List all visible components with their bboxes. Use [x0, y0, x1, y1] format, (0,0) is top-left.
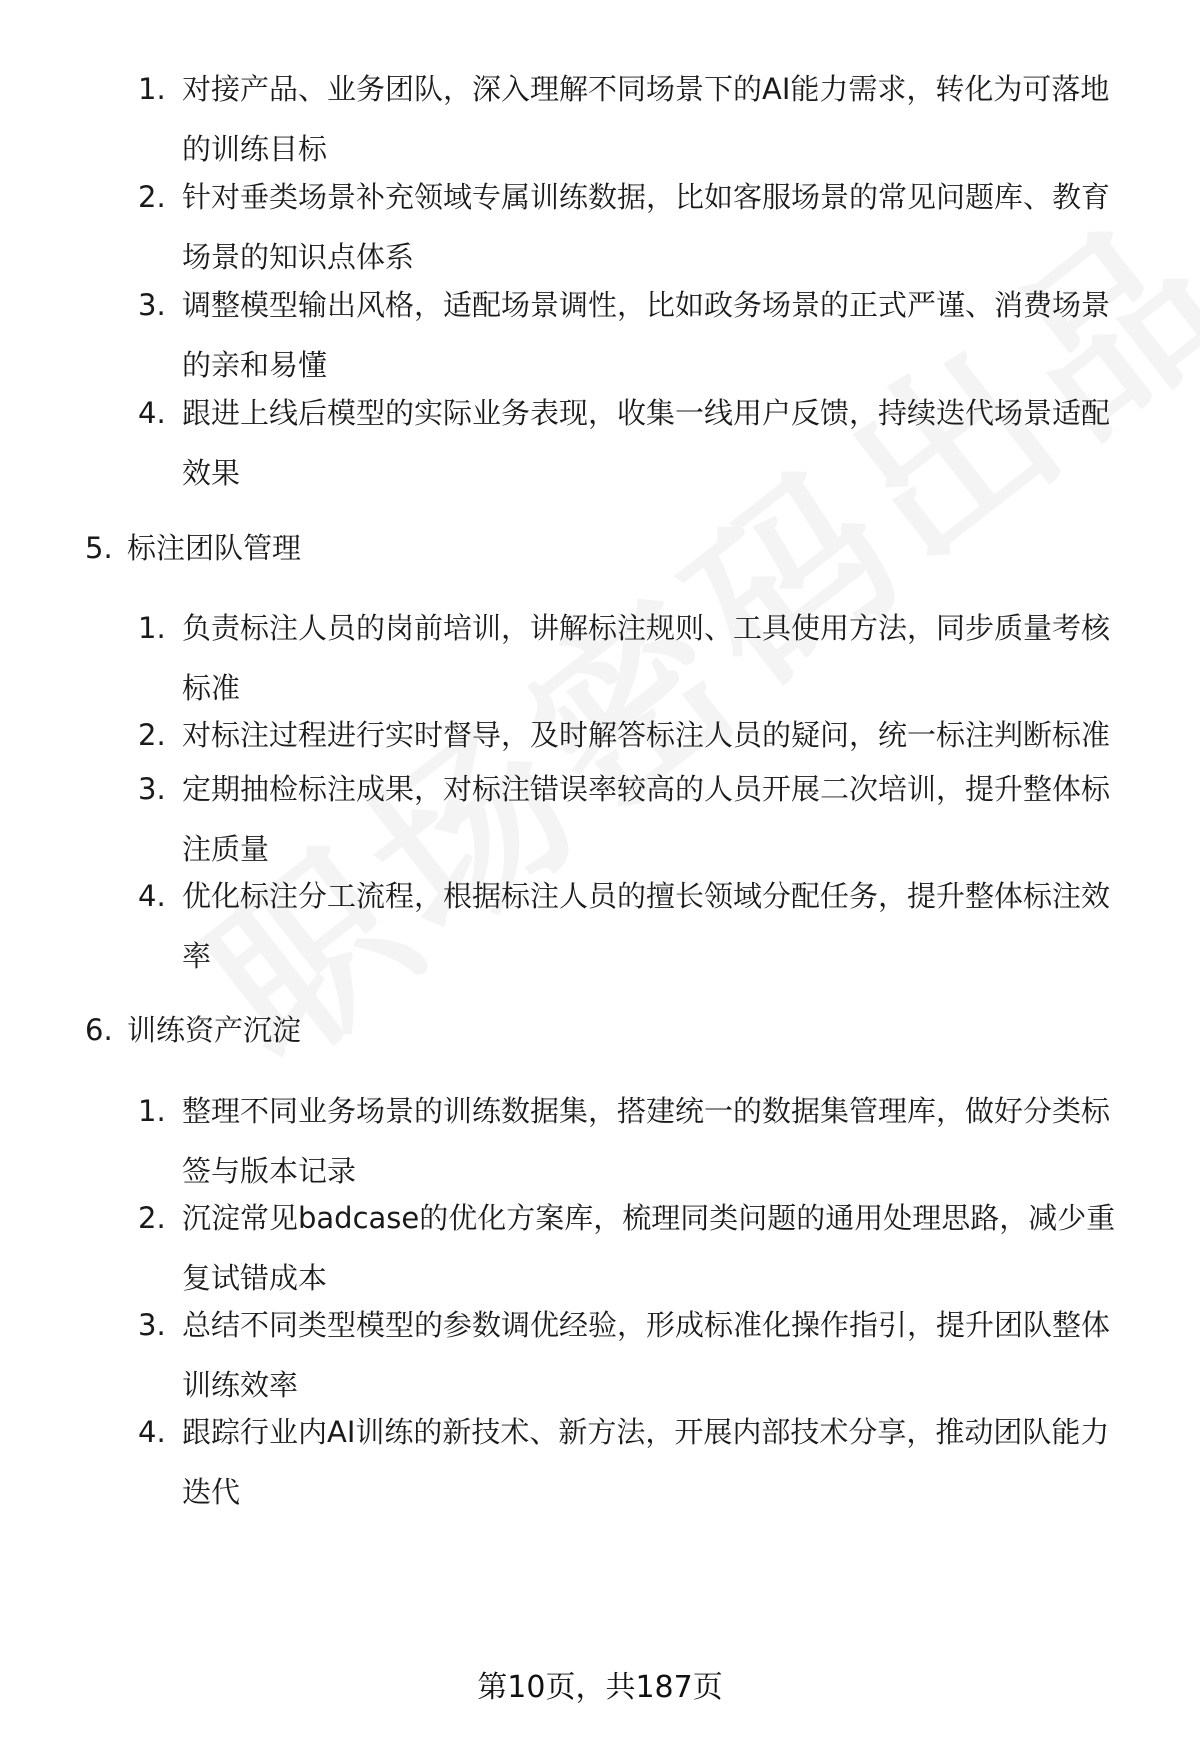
page-number-footer: 第10页，共187页 [477, 1670, 723, 1705]
list-item-text: 对接产品、业务团队，深入理解不同场景下的AI能力需求，转化为可落地 的训练目标 [182, 72, 1110, 166]
list-item-number: 3. [138, 1308, 166, 1342]
list-item-text: 优化标注分工流程，根据标注人员的擅长领域分配任务，提升整体标注效 率 [182, 879, 1111, 973]
list-item-number: 3. [138, 772, 166, 806]
list-item-text: 针对垂类场景补充领域专属训练数据，比如客服场景的常见问题库、教育 场景的知识点体系 [182, 180, 1111, 274]
list-item-number: 4. [138, 396, 166, 430]
list-item-number: 2. [138, 1201, 166, 1235]
list-item-text: 总结不同类型模型的参数调优经验，形成标准化操作指引，提升团队整体 训练效率 [182, 1308, 1111, 1402]
list-item-number: 4. [138, 879, 166, 913]
section-title: 训练资产沉淀 [127, 1013, 302, 1047]
section-number: 6. [85, 1013, 113, 1047]
list-item-text: 整理不同业务场景的训练数据集，搭建统一的数据集管理库，做好分类标 签与版本记录 [182, 1094, 1111, 1188]
list-item-text: 跟踪行业内AI训练的新技术、新方法，开展内部技术分享，推动团队能力 迭代 [182, 1415, 1110, 1509]
list-item-text: 对标注过程进行实时督导，及时解答标注人员的疑问，统一标注判断标准 [182, 718, 1111, 752]
section-number: 5. [85, 531, 113, 565]
list-item-text: 跟进上线后模型的实际业务表现，收集一线用户反馈，持续迭代场景适配 效果 [182, 396, 1111, 490]
list-item-text: 负责标注人员的岗前培训，讲解标注规则、工具使用方法，同步质量考核 标准 [182, 611, 1111, 705]
list-item-number: 2. [138, 718, 166, 752]
list-item-text: 调整模型输出风格，适配场景调性，比如政务场景的正式严谨、消费场景 的亲和易懂 [182, 288, 1111, 382]
list-item-text: 沉淀常见badcase的优化方案库，梳理同类问题的通用处理思路，减少重 复试错成本 [182, 1201, 1116, 1295]
list-item-number: 3. [138, 288, 166, 322]
list-item-number: 2. [138, 180, 166, 214]
list-item-number: 4. [138, 1415, 166, 1449]
list-item-number: 1. [138, 611, 166, 645]
list-item-number: 1. [138, 72, 166, 106]
list-item-number: 1. [138, 1094, 166, 1128]
section-title: 标注团队管理 [127, 531, 302, 565]
list-item-text: 定期抽检标注成果，对标注错误率较高的人员开展二次培训，提升整体标 注质量 [182, 772, 1111, 866]
